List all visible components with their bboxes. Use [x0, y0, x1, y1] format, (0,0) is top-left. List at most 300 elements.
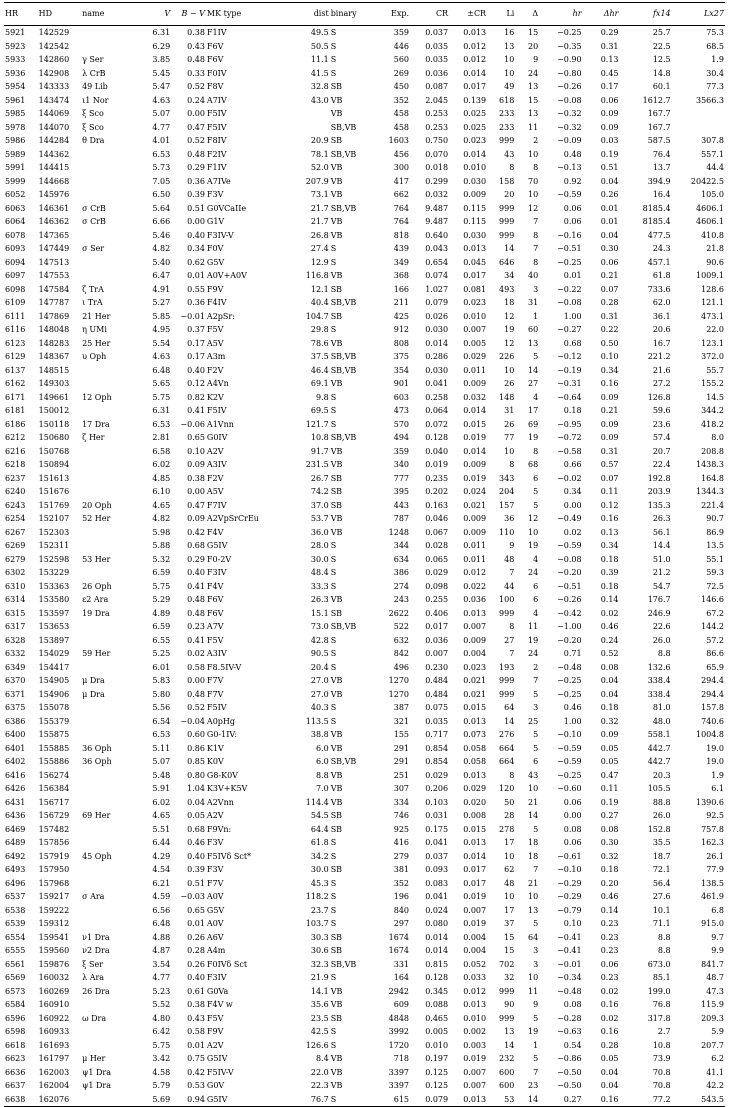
cell-hr: 6186	[5, 419, 26, 429]
cell-hr2: −0.59	[557, 743, 582, 753]
cell-dist: 40.4	[310, 298, 329, 307]
cell-cr: 0.014	[425, 946, 449, 955]
cell-hd: 160032	[38, 973, 70, 982]
cell-fx: 8.8	[657, 649, 671, 658]
cell-mk: A7IVe	[206, 176, 231, 186]
cell-hr2: −0.79	[557, 905, 582, 915]
cell-hd: 152311	[38, 541, 70, 550]
cell-fx: 56.4	[652, 878, 671, 888]
cell-name: μ Dra	[82, 676, 105, 685]
cell-name	[81, 701, 137, 715]
cell-dist: 35.6	[310, 1000, 329, 1009]
cell-binary: SB	[330, 487, 343, 496]
cell-hr2: −0.61	[557, 851, 582, 861]
cell-ecr: 0.010	[463, 1013, 487, 1023]
cell-lx: 207.7	[701, 1040, 724, 1050]
cell-delta: 5	[533, 743, 539, 753]
cell-mk: F8IV	[206, 136, 227, 145]
cell-name: 69 Her	[82, 811, 111, 820]
cell-hr2: −0.02	[557, 473, 582, 483]
cell-binary: S	[330, 1027, 337, 1036]
cell-li: 32	[504, 973, 515, 982]
cell-li: 10	[504, 892, 515, 901]
cell-ecr: 0.012	[463, 568, 487, 577]
cell-hd: 157968	[38, 878, 70, 888]
cell-dhr: 0.13	[600, 527, 619, 537]
cell-li: 77	[504, 433, 515, 442]
cell-hr2: −0.09	[557, 136, 582, 145]
cell-hd: 146361	[38, 203, 70, 213]
cell-li: 34	[504, 271, 515, 280]
column-header-fx: fx14	[620, 3, 672, 26]
cell-bv: 0.46	[187, 838, 205, 847]
cell-binary: VB	[330, 730, 343, 739]
cell-hd: 144415	[38, 163, 70, 172]
cell-bv: 0.43	[187, 41, 205, 51]
cell-v: 6.48	[152, 919, 171, 928]
cell-dhr: 0.31	[600, 446, 619, 456]
cell-hr: 6315	[5, 608, 26, 618]
cell-bv: 0.86	[187, 743, 205, 753]
cell-hr: 6598	[5, 1027, 26, 1036]
cell-lx: 3566.3	[696, 95, 724, 105]
cell-hr: 6349	[5, 662, 26, 672]
cell-lx: 410.8	[701, 230, 724, 240]
table-row	[4, 1066, 725, 1080]
cell-dhr: 0.21	[600, 271, 619, 280]
cell-fx: 442.7	[647, 757, 671, 766]
cell-hr: 6436	[5, 811, 26, 820]
table-row	[4, 188, 725, 202]
cell-bv: 0.68	[187, 824, 205, 834]
cell-cr: 0.202	[425, 487, 449, 496]
cell-hr: 6371	[5, 689, 26, 699]
cell-dist: 27.4	[310, 244, 329, 253]
cell-mk: G0VCaIIe	[206, 203, 247, 213]
cell-hd: 155078	[38, 703, 70, 712]
cell-delta: 19	[528, 433, 539, 442]
cell-lx: 6.1	[711, 784, 724, 793]
cell-bv: 0.28	[187, 946, 205, 955]
cell-dhr: 0.22	[600, 325, 619, 334]
cell-hd: 160910	[38, 1000, 70, 1009]
cell-hr2: −0.50	[557, 1081, 582, 1090]
cell-dist: 27.0	[310, 676, 329, 685]
cell-bv: 0.47	[187, 500, 205, 510]
cell-li: 15	[504, 932, 515, 942]
cell-hr2: −0.25	[557, 770, 582, 780]
cell-exp: 901	[393, 379, 410, 388]
cell-v: 6.21	[152, 878, 171, 888]
cell-hr: 6569	[5, 973, 26, 982]
table-row	[4, 472, 725, 486]
cell-bv: −0.01	[180, 311, 205, 321]
cell-hd: 150894	[38, 460, 70, 469]
cell-exp: 1270	[388, 676, 410, 685]
cell-mk: G0Va	[206, 986, 229, 996]
cell-li: 26	[504, 379, 515, 388]
cell-hd: 153897	[38, 635, 70, 645]
cell-binary: SB,VB	[330, 122, 357, 132]
cell-lx: 57.2	[706, 635, 724, 645]
cell-v: 5.64	[152, 203, 171, 213]
cell-ecr: 0.007	[463, 622, 487, 631]
cell-binary: S	[330, 892, 337, 901]
cell-mk: F0-2V	[206, 554, 232, 564]
cell-mk: K1V	[206, 743, 224, 753]
cell-name: ω Dra	[82, 1013, 107, 1023]
cell-ecr: 0.019	[463, 892, 487, 901]
cell-binary: VB	[330, 217, 343, 226]
cell-bv: 0.55	[187, 284, 205, 294]
cell-mk: A2V	[206, 1040, 224, 1050]
cell-dist: 34.2	[310, 851, 329, 861]
cell-fx: 56.1	[652, 527, 671, 537]
cell-mk: K2V	[206, 392, 224, 402]
cell-dist: 21.7	[310, 217, 329, 226]
cell-v: 4.91	[152, 284, 171, 294]
cell-lx: 6.8	[711, 905, 724, 915]
cell-v: 5.07	[152, 757, 171, 766]
cell-dist: 76.7	[293, 1093, 330, 1107]
cell-hr: 6212	[5, 433, 26, 442]
cell-mk: F5IV-V	[206, 1067, 234, 1077]
cell-dhr: 0.16	[600, 514, 619, 523]
cell-mk: A5V	[206, 338, 224, 348]
cell-ecr: 0.012	[463, 55, 487, 64]
cell-lx: 65.9	[706, 662, 724, 672]
table-row	[4, 175, 725, 189]
cell-fx: 25.7	[652, 28, 671, 37]
cell-dhr: 0.26	[600, 190, 619, 199]
table-row	[4, 647, 725, 661]
cell-exp: 166	[393, 284, 410, 294]
cell-dhr: 0.23	[600, 932, 619, 942]
cell-name	[81, 526, 137, 540]
cell-exp: 417	[393, 176, 410, 186]
cell-hr: 6162	[5, 379, 26, 388]
cell-dist: 26.7	[310, 473, 329, 483]
cell-delta: 10	[528, 527, 539, 537]
cell-dist: 20.9	[310, 136, 329, 145]
cell-dist: 42.5	[310, 1027, 329, 1036]
cell-ecr: 0.014	[463, 446, 487, 456]
cell-fx: 457.1	[647, 257, 671, 267]
cell-hr2: −0.27	[557, 325, 582, 334]
cell-lx	[672, 121, 725, 135]
column-header-dist: dist	[293, 3, 330, 26]
cell-mk: A0V+A0V	[206, 271, 247, 280]
cell-hd: 148048	[38, 325, 70, 334]
cell-hr2: −0.72	[557, 433, 582, 442]
cell-name: 36 Oph	[82, 757, 112, 766]
cell-hr: 6216	[5, 446, 26, 456]
cell-dist: 231.5	[305, 460, 329, 469]
cell-exp: 291	[393, 743, 410, 753]
cell-ecr: 0.011	[463, 554, 487, 564]
cell-name: ι1 Nor	[82, 95, 109, 105]
cell-delta: 7	[533, 676, 539, 685]
cell-dist: 126.6	[305, 1040, 329, 1050]
cell-binary: SB,VB	[330, 433, 357, 442]
cell-dist: 90.5	[310, 649, 329, 658]
cell-binary: S	[330, 568, 337, 577]
cell-delta: 2	[533, 662, 539, 672]
cell-dhr: 0.23	[600, 973, 619, 982]
cell-lx: 4606.1	[696, 217, 724, 226]
cell-v: 6.29	[152, 41, 171, 51]
cell-v: 6.47	[152, 271, 171, 280]
cell-bv: 0.24	[187, 95, 205, 105]
cell-hr2: 0.00	[563, 811, 582, 820]
table-row	[4, 377, 725, 391]
cell-ecr: 0.024	[463, 487, 487, 496]
cell-mk: F0V	[206, 244, 224, 253]
cell-dhr: 0.18	[600, 581, 619, 591]
cell-delta: 12	[528, 203, 539, 213]
cell-fx: 176.7	[647, 595, 671, 604]
cell-lx: 90.7	[706, 514, 724, 523]
cell-li: 27	[504, 635, 515, 645]
cell-delta: 1	[533, 1040, 539, 1050]
cell-hr: 6317	[5, 622, 26, 631]
cell-hd: 143474	[38, 95, 70, 105]
cell-bv: 0.37	[187, 325, 205, 334]
cell-v: 6.02	[152, 460, 171, 469]
cell-mk: A4m	[206, 946, 226, 955]
cell-binary: S	[330, 703, 337, 712]
cell-dhr: 0.27	[600, 811, 619, 820]
cell-bv: 0.09	[187, 460, 205, 469]
cell-dist: 21.7	[310, 203, 329, 213]
cell-name	[81, 485, 137, 499]
cell-delta: 6	[533, 581, 539, 591]
cell-name	[81, 823, 137, 837]
cell-binary: S	[330, 541, 337, 550]
cell-hd: 157856	[38, 838, 70, 847]
table-row	[4, 944, 725, 958]
cell-mk: F4V	[206, 527, 224, 537]
cell-li: 999	[499, 1013, 515, 1023]
cell-v: 6.55	[152, 635, 171, 645]
cell-hr2: 0.06	[563, 203, 582, 213]
cell-binary: S	[330, 838, 337, 847]
cell-hd: 147449	[38, 244, 70, 253]
cell-bv: 0.85	[187, 757, 205, 766]
cell-hr: 6310	[5, 581, 26, 591]
cell-name	[81, 863, 137, 877]
cell-delta: 18	[528, 851, 539, 861]
cell-ecr: 0.023	[463, 136, 487, 145]
cell-li: 120	[499, 784, 515, 793]
cell-cr: 9.487	[425, 217, 449, 226]
cell-dhr: 0.02	[600, 608, 619, 618]
cell-lx: 55.7	[706, 365, 724, 375]
cell-mk: F5V	[206, 635, 224, 645]
cell-fx: 558.1	[647, 730, 671, 739]
cell-fx: 135.3	[647, 500, 671, 510]
cell-cr: 0.036	[425, 68, 449, 78]
cell-delta: 10	[528, 190, 539, 199]
cell-exp: 458	[393, 109, 410, 118]
cell-exp: 746	[393, 811, 410, 820]
cell-dist: 69.5	[310, 406, 329, 415]
cell-hr: 6328	[5, 635, 26, 645]
cell-binary: S	[330, 919, 337, 928]
cell-binary: S	[330, 257, 337, 267]
cell-delta: 3	[533, 946, 539, 955]
cell-fx: 76.4	[652, 149, 671, 159]
cell-li: 646	[499, 257, 515, 267]
cell-ecr: 0.003	[463, 1040, 487, 1050]
cell-hd: 154906	[38, 689, 70, 699]
cell-dhr: 0.45	[600, 68, 619, 78]
cell-exp: 450	[393, 82, 410, 91]
cell-cr: 0.026	[425, 311, 449, 321]
cell-fx: 167.7	[647, 109, 671, 118]
cell-dist: 30.0	[310, 554, 329, 564]
cell-bv: 0.61	[187, 986, 205, 996]
cell-hd: 142860	[38, 55, 70, 64]
cell-lx: 19.0	[706, 743, 724, 753]
cell-cr: 0.654	[425, 257, 449, 267]
cell-fx: 27.2	[652, 379, 671, 388]
cell-v: 5.45	[152, 68, 171, 78]
cell-ecr: 0.013	[463, 716, 487, 726]
cell-v: 5.52	[152, 1000, 171, 1009]
cell-lx: 1344.3	[696, 487, 724, 496]
cell-v: 4.58	[152, 1067, 171, 1077]
cell-fx: 76.8	[652, 1000, 671, 1009]
cell-binary: S	[330, 581, 337, 591]
column-header-hd: HD	[38, 3, 81, 26]
cell-hd: 160922	[38, 1013, 70, 1023]
cell-lx: 90.6	[706, 257, 724, 267]
cell-hr: 6302	[5, 568, 26, 577]
cell-dhr: 0.13	[600, 55, 619, 64]
cell-cr: 0.075	[425, 703, 449, 712]
cell-bv: 0.23	[187, 622, 205, 631]
table-row	[4, 296, 725, 310]
cell-hd: 153653	[38, 622, 70, 631]
cell-v: 5.88	[152, 541, 171, 550]
cell-exp: 634	[393, 554, 410, 564]
cell-hr: 6496	[5, 878, 26, 888]
cell-lx: 1009.1	[696, 271, 724, 280]
cell-li: 618	[499, 95, 515, 105]
cell-dist: 23.7	[310, 905, 329, 915]
cell-hr2: −0.01	[557, 959, 582, 969]
table-row	[4, 215, 725, 229]
cell-lx: 22.0	[706, 325, 724, 334]
cell-hr: 6094	[5, 257, 26, 267]
cell-mk: F7V	[206, 676, 224, 685]
cell-hd: 153597	[38, 608, 70, 618]
cell-hr2: 0.01	[563, 271, 582, 280]
cell-name	[81, 782, 137, 796]
cell-fx: 203.9	[647, 487, 671, 496]
cell-dist: 43.0	[310, 95, 329, 105]
cell-name	[81, 188, 137, 202]
cell-hr: 5933	[5, 55, 26, 64]
cell-bv: 0.02	[187, 649, 205, 658]
cell-exp: 300	[393, 163, 410, 172]
cell-lx: 1390.6	[696, 797, 724, 807]
cell-hr: 5989	[5, 149, 26, 159]
cell-hr: 6426	[5, 784, 26, 793]
cell-delta: 21	[528, 797, 539, 807]
cell-delta: 43	[528, 770, 539, 780]
cell-binary: S	[330, 55, 337, 64]
cell-v: 3.42	[152, 1054, 171, 1063]
cell-hd: 142908	[38, 68, 70, 78]
cell-binary: SB,VB	[330, 149, 357, 159]
cell-li: 64	[504, 703, 515, 712]
cell-hr: 6554	[5, 932, 26, 942]
cell-hr2: 0.00	[563, 500, 582, 510]
cell-cr: 9.487	[425, 203, 449, 213]
cell-delta: 68	[528, 460, 539, 469]
cell-dhr: 0.16	[583, 1093, 620, 1107]
cell-hd: 154905	[38, 676, 70, 685]
cell-bv: 0.65	[187, 905, 205, 915]
cell-v: 5.79	[152, 1081, 171, 1090]
cell-exp: 912	[393, 325, 410, 334]
cell-hd: 150680	[38, 433, 70, 442]
cell-dhr: 0.46	[600, 892, 619, 901]
cell-v: 6.56	[152, 905, 171, 915]
cell-binary: SB,VB	[330, 298, 357, 307]
cell-lx: 115.9	[701, 1000, 724, 1009]
cell-dist: 8.8	[315, 770, 329, 780]
cell-fx: 442.7	[647, 743, 671, 753]
cell-name	[81, 539, 137, 553]
cell-name: ι TrA	[82, 298, 103, 307]
cell-ecr: 0.021	[463, 500, 487, 510]
cell-hr2: 0.27	[539, 1093, 582, 1107]
cell-dhr: 0.05	[600, 1054, 619, 1063]
cell-fx: 70.8	[652, 1067, 671, 1077]
cell-lx: 26.1	[706, 851, 724, 861]
cell-delta: 11	[528, 986, 539, 996]
cell-hr2: 0.02	[563, 527, 582, 537]
cell-name: θ Dra	[82, 136, 105, 145]
cell-mk: A2Vnn	[206, 797, 234, 807]
cell-dist: 73.1	[310, 190, 329, 199]
cell-dhr: 0.09	[600, 730, 619, 739]
cell-dhr: 0.17	[600, 82, 619, 91]
cell-dhr: 0.07	[600, 284, 619, 294]
cell-hr: 6064	[5, 217, 26, 226]
cell-binary: VB	[330, 514, 343, 523]
cell-v: 4.82	[152, 244, 171, 253]
cell-ecr: 0.007	[463, 905, 487, 915]
cell-name	[81, 1093, 137, 1107]
cell-lx: 294.4	[701, 676, 724, 685]
cell-dhr: 0.04	[600, 1081, 619, 1090]
cell-hr2: −0.29	[557, 878, 582, 888]
cell-binary: VB	[330, 190, 343, 199]
cell-delta: 6	[533, 595, 539, 604]
cell-bv: 0.38	[187, 28, 205, 37]
cell-cr: 0.005	[425, 1027, 449, 1036]
cell-hr: 6097	[5, 271, 26, 280]
cell-ecr: 0.014	[463, 406, 487, 415]
cell-ecr: 0.009	[463, 379, 487, 388]
cell-binary: SB	[330, 136, 343, 145]
cell-hr: 5923	[5, 41, 26, 51]
cell-mk: F4IV	[206, 298, 227, 307]
